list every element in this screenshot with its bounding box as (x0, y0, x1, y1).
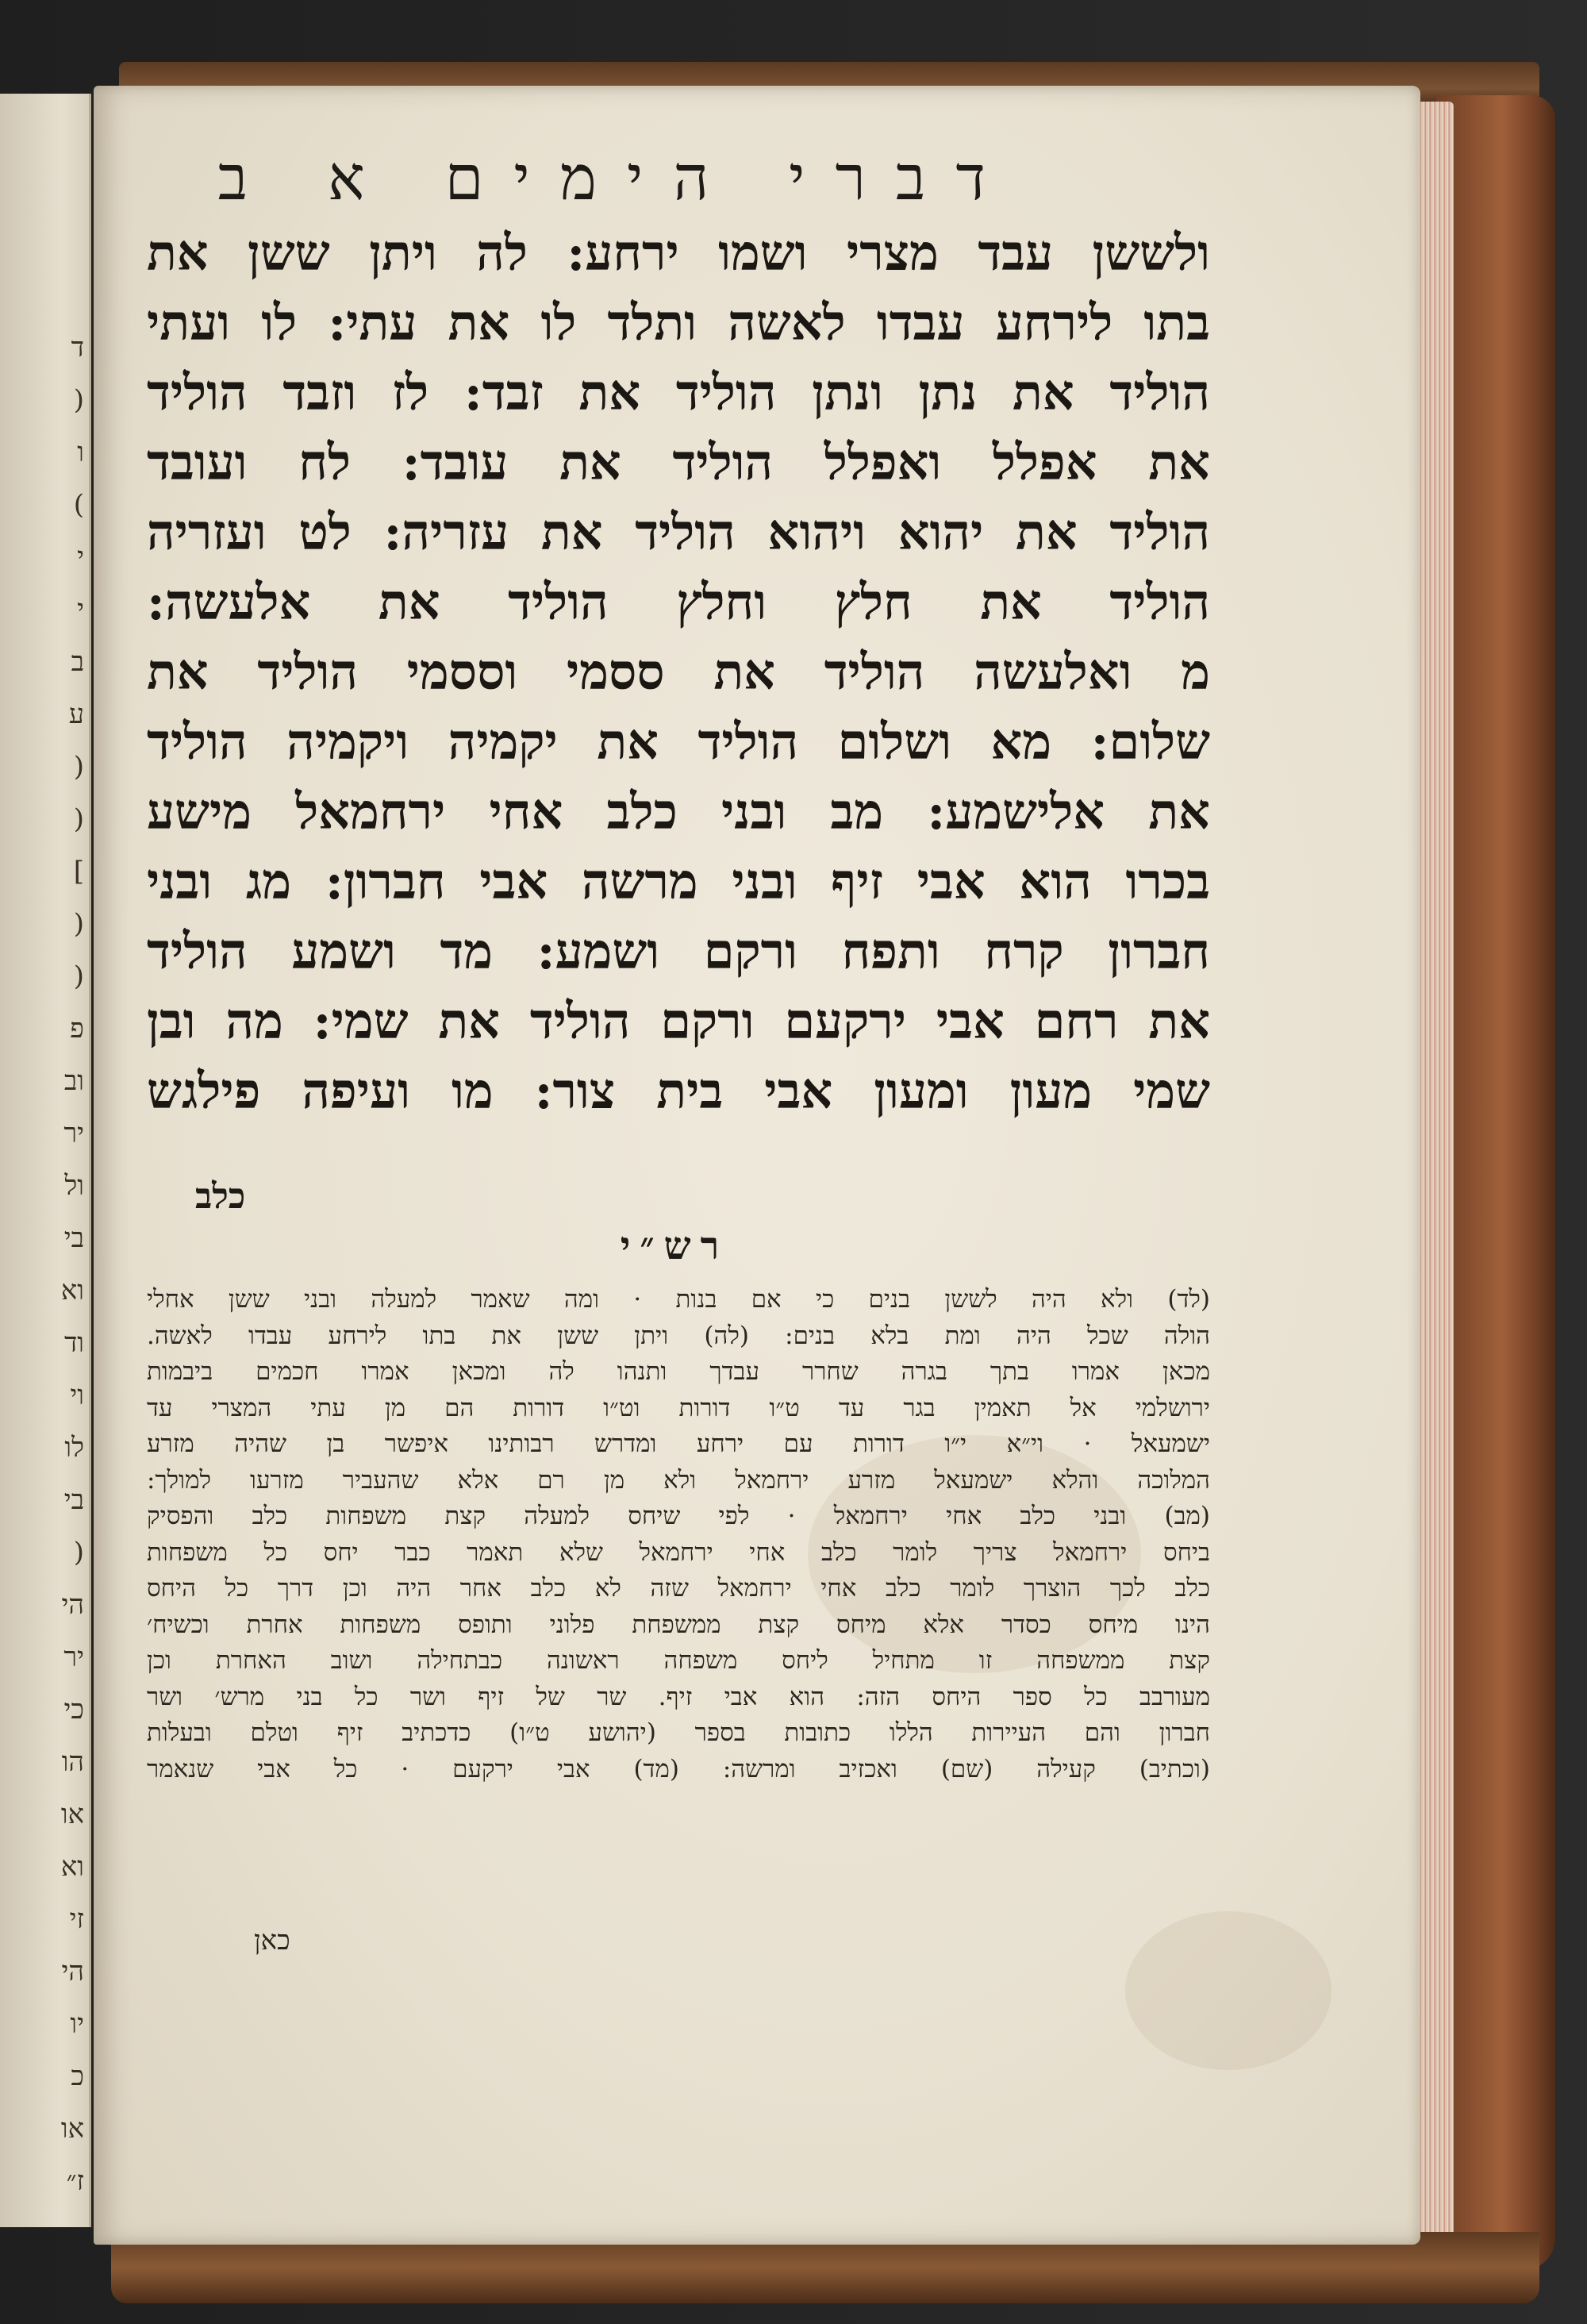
facing-page-text-fragment: וא (60, 1275, 84, 1306)
commentary-text-line: ישמעאל · וי״א י״ו דורות עם ירחע ומדרש רבותינו איפשר בן שהיה מזרע (147, 1429, 1210, 1458)
facing-page-text-fragment: ( (73, 384, 84, 416)
facing-page-text-fragment: י (77, 541, 84, 573)
facing-page-text-fragment: הי (61, 1589, 84, 1621)
facing-page-text-fragment: לו (64, 1432, 84, 1464)
commentary-text-line: (וכתיב) קעילה (שם) ואכזיב ומרשה: (מד) אבי ירקעם · כל אבי שנאמר (147, 1754, 1210, 1783)
facing-page-text-fragment: ב (71, 646, 84, 678)
commentary-text-line: הינו מיחס כסדר אלא מיחס קצת ממשפחת פלוני ותופס משפחות אחרת וכשיח׳ (147, 1610, 1210, 1639)
bible-text-line: הוליד את נתן ונתן הוליד את זבד: לז וזבד הוליד (147, 364, 1210, 421)
facing-page-text-fragment: פ (70, 1013, 84, 1045)
facing-page-text-fragment: זי (69, 1903, 84, 1935)
bible-text-block (147, 218, 1210, 1250)
facing-page-text-fragment: ( (73, 908, 84, 940)
bible-text-line: ולששן עבד מצרי ושמו ירחע: לה ויתן ששן את (147, 224, 1210, 282)
facing-page-text-fragment: ( (73, 960, 84, 992)
facing-page-text-fragment: כי (63, 1694, 84, 1726)
facing-page-text-fragment: וד (63, 1327, 84, 1359)
paper-stain (1125, 1911, 1331, 2070)
commentary-text-line: (לד) ולא היה לששן בנים כי אם בנות · ומה שאמר למעלה ובני ששן אחלי (147, 1285, 1210, 1314)
facing-page-text-fragment: ע (68, 698, 84, 730)
bible-text-line: את רחם אבי ירקעם ורקם הוליד את שמי: מה ובן (147, 992, 1210, 1050)
bible-text-line: שלום: מא ושלום הוליד את יקמיה ויקמיה הוליד (147, 713, 1210, 771)
bible-text-line: את אלישמע: מב ובני כלב אחי ירחמאל מישע (147, 783, 1210, 841)
facing-page-sliver (0, 94, 91, 2227)
facing-page-text-fragment: ) (73, 489, 84, 521)
bible-text-line: שמי מעון ומעון אבי בית צור: מו ועיפה פילגש (147, 1062, 1210, 1120)
facing-page-text-fragment: י (77, 594, 84, 625)
commentary-text-line: (מב) ובני כלב אחי ירחמאל · לפי שיחס למעלה קצת משפחות כלב והפסיק (147, 1502, 1210, 1530)
commentary-text-line: מכאן אמרו בתך בגרה שחרר עבדך ותנהו לה ומכאן אמרו חכמים ביבמות (147, 1357, 1210, 1386)
commentary-text-line: ביחס ירחמאל צריך לומר כלב אחי ירחמאל שלא תאמר כבר יחס כל משפחות (147, 1537, 1210, 1567)
running-head: דברי הימים א ב (217, 143, 1016, 214)
facing-page-text-fragment: יר (63, 1641, 84, 1673)
commentary-text-block (147, 1282, 1210, 1917)
facing-page-text-fragment: ( (73, 751, 84, 783)
facing-page-text-fragment: בי (63, 1222, 84, 1254)
facing-page-text-fragment: הי (61, 1956, 84, 1987)
commentary-text-line: ירושלמי אל תאמין בגר עד ט״ו דורות וט״ו דורות הם מן עתי המצרי עד (147, 1393, 1210, 1422)
facing-page-text-fragment: ול (64, 1170, 84, 1202)
facing-page-text-fragment: וב (63, 1065, 84, 1097)
commentary-title: רש״י (620, 1224, 729, 1268)
bible-text-line: הוליד את חלץ וחלץ הוליד את אלעשה: (147, 573, 1210, 631)
commentary-text-line: המלוכה והלא ישמעאל מזרע ירחמאל ולא מן רם אלא שהעביר מזרעו למולך: (147, 1465, 1210, 1495)
facing-page-text-fragment: ד (71, 332, 84, 364)
facing-page-text-fragment: יר (63, 1118, 84, 1149)
facing-page-text-fragment: וא (60, 1851, 84, 1883)
facing-page-text-fragment: בי (63, 1484, 84, 1516)
commentary-text-line: קצת ממשפחה זו מתחיל ליחס משפחה ראשונה כבתחילה ושוב האחרת וכן (147, 1646, 1210, 1675)
bible-text-line: חברון קרח ותפח ורקם ושמע: מד ושמע הוליד (147, 922, 1210, 980)
book-cover-spine-edge (1436, 95, 1555, 2270)
facing-page-text-fragment: כ (71, 2060, 84, 2092)
facing-page-text-fragment: יו (70, 2008, 84, 2040)
commentary-text-line: הולה שכל היה ומת בלא בנים: (לה) ויתן ששן את בתו לירחע עבדו לאשה. (147, 1321, 1210, 1350)
facing-page-text-fragment: וי (70, 1379, 84, 1411)
facing-page-text-fragment: ו (77, 437, 84, 468)
facing-page-text-fragment: ] (73, 856, 84, 887)
commentary-catchword: כאן (254, 1925, 290, 1957)
facing-page-text-fragment: או (60, 1799, 84, 1830)
facing-page-text-fragment: ז״ (66, 2165, 84, 2197)
catchword: כלב (195, 1176, 246, 1217)
facing-page-text-fragment: או (60, 2113, 84, 2145)
commentary-text-line: כלב לכך הוצרך לומר כלב אחי ירחמאל שזה לא כלב אחר היה וכן דרך כל היחס (147, 1574, 1210, 1603)
facing-page-text-fragment: הו (61, 1746, 84, 1778)
bible-text-line: הוליד את יהוא ויהוא הוליד את עזריה: לט ועזריה (147, 503, 1210, 561)
bible-text-line: בכרו הוא אבי זיף ובני מרשה אבי חברון: מג ובני (147, 852, 1210, 910)
commentary-text-line: מעורבב כל ספר היחס הזה: הוא אבי זיף. שר של זיף ושר כל בני מרש׳ ושר (147, 1682, 1210, 1711)
commentary-text-line: חברון והם העיירות הללו כתובות בספר (יהושע ט״ו) כדכתיב זיף וטלם ובעלות (147, 1718, 1210, 1747)
facing-page-text-fragment: ( (73, 803, 84, 835)
facing-page-text-fragment: ( (73, 1537, 84, 1568)
bible-text-line: מ ואלעשה הוליד את ססמי וססמי הוליד את (147, 643, 1210, 701)
bible-text-line: את אפלל ואפלל הוליד את עובד: לח ועובד (147, 433, 1210, 491)
bible-text-line: בתו לירחע עבדו לאשה ותלד לו את עתי: לו ועתי (147, 294, 1210, 352)
